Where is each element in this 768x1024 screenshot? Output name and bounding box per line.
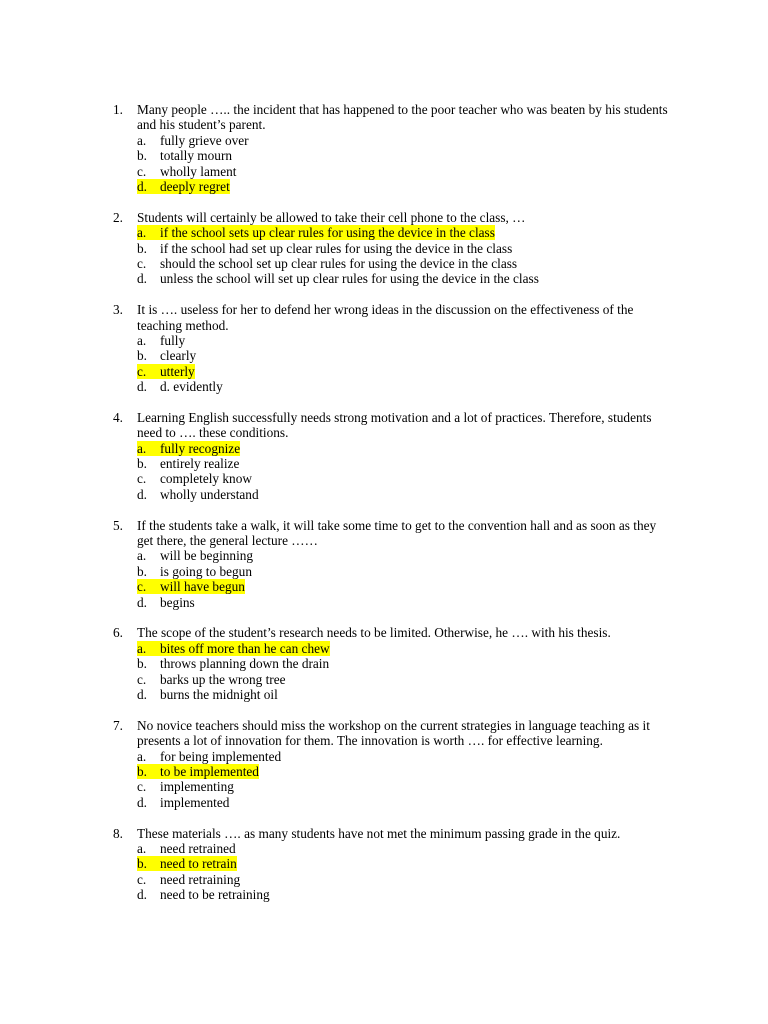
option-letter: c. [137, 579, 147, 595]
option-text: clearly [160, 348, 197, 364]
option-content [137, 348, 196, 363]
option-letter: b. [137, 348, 147, 364]
option-letter: d. [137, 271, 147, 287]
option-letter: d. [137, 594, 147, 610]
question-number: 5. [113, 517, 123, 533]
option-text: will have begun [160, 579, 245, 595]
option-letter: a. [137, 225, 147, 241]
question-number: 3. [113, 302, 123, 318]
option-text: barks up the wrong tree [160, 671, 286, 687]
option-content [137, 564, 252, 579]
option-text: entirely realize [160, 456, 240, 472]
answer-option [137, 687, 672, 702]
option-content [137, 672, 286, 687]
option-content [137, 148, 232, 163]
option-text: will be beginning [160, 548, 254, 564]
option-letter: d. [137, 486, 147, 502]
option-letter: a. [137, 840, 147, 856]
option-text: need to retrain [160, 856, 237, 872]
question-list [0, 102, 768, 903]
question-stem: Students will certainly be allowed to take their cell phone to the class, … [137, 209, 526, 225]
option-content [137, 595, 195, 610]
option-content [137, 749, 281, 764]
option-text: d. evidently [160, 379, 223, 395]
question-number: 7. [113, 717, 123, 733]
question-number: 2. [113, 209, 123, 225]
option-text: implemented [160, 794, 230, 810]
answer-option [137, 333, 672, 348]
option-text: need retrained [160, 840, 236, 856]
option-letter: c. [137, 255, 147, 271]
option-text: for being implemented [160, 748, 282, 764]
option-content [137, 887, 270, 902]
option-text: fully [160, 332, 186, 348]
question-number: 1. [113, 102, 123, 117]
answer-option [137, 595, 672, 610]
option-text: deeply regret [160, 178, 230, 194]
question-stem: Many people ….. the incident that has happened to the poor teacher who was beaten by his students and his student’s parent. [137, 102, 668, 133]
option-content [137, 872, 240, 887]
option-text: wholly understand [160, 486, 259, 502]
question-stem: The scope of the student’s research needs to be limited. Otherwise, he …. with his thesis. [137, 625, 611, 641]
option-letter: c. [137, 871, 147, 887]
option-letter: c. [137, 163, 147, 179]
option-letter: d. [137, 794, 147, 810]
option-letter: a. [137, 640, 147, 656]
answer-option [137, 256, 672, 271]
option-text: unless the school will set up clear rules for using the device in the class [160, 271, 539, 287]
option-text: should the school set up clear rules for using the device in the class [160, 255, 518, 271]
option-letter: b. [137, 856, 147, 872]
answer-option [137, 471, 672, 486]
option-content [137, 841, 236, 856]
option-content [137, 687, 278, 702]
option-content [137, 441, 240, 456]
option-content [137, 225, 495, 240]
question-number: 8. [113, 825, 123, 841]
question-stem: No novice teachers should miss the workshop on the current strategies in language teaching as it presents a lot of innovation for them. The innovation is worth …. for effective learning. [137, 717, 650, 749]
question-stem: It is …. useless for her to defend her wrong ideas in the discussion on the effectiveness of the teaching method. [137, 302, 634, 333]
option-letter: b. [137, 240, 147, 256]
question-item [113, 825, 672, 903]
option-letter: a. [137, 440, 147, 456]
question-item [113, 209, 672, 287]
answer-option [137, 379, 672, 394]
option-letter: a. [137, 132, 147, 148]
question-number: 4. [113, 409, 123, 425]
highlighted-answer-option [137, 856, 672, 871]
highlighted-answer-option [137, 225, 672, 240]
question-item [113, 302, 672, 395]
answer-option [137, 887, 672, 902]
answer-option [137, 164, 672, 179]
answer-option [137, 779, 672, 794]
answer-option [137, 487, 672, 502]
highlighted-answer-option [137, 441, 672, 456]
option-content [137, 456, 239, 471]
question-item [113, 625, 672, 702]
question-item [113, 517, 672, 610]
highlighted-answer-option [137, 179, 672, 194]
option-content [137, 471, 252, 486]
question-item [113, 102, 672, 194]
option-text: completely know [160, 471, 252, 487]
answer-option [137, 241, 672, 256]
answer-option [137, 841, 672, 856]
answer-option [137, 348, 672, 363]
option-letter: b. [137, 656, 147, 672]
option-letter: c. [137, 779, 147, 795]
option-content [137, 241, 512, 256]
question-item [113, 717, 672, 810]
option-text: to be implemented [160, 763, 259, 779]
question-stem: If the students take a walk, it will take some time to get to the convention hall and as soon as they get there, the general lecture …… [137, 517, 657, 549]
option-letter: c. [137, 363, 147, 379]
answer-option [137, 133, 672, 148]
option-text: burns the midnight oil [160, 687, 278, 702]
question-number: 6. [113, 625, 123, 641]
highlighted-answer-option [137, 764, 672, 779]
option-letter: c. [137, 471, 147, 487]
option-content [137, 795, 229, 810]
option-text: if the school sets up clear rules for using the device in the class [160, 225, 495, 241]
option-content [137, 487, 259, 502]
option-content [137, 256, 517, 271]
highlighted-answer-option [137, 579, 672, 594]
option-letter: d. [137, 887, 147, 903]
option-content [137, 379, 223, 394]
highlighted-answer-option [137, 641, 672, 656]
option-content [137, 856, 237, 871]
option-content [137, 656, 329, 671]
answer-option [137, 564, 672, 579]
answer-option [137, 271, 672, 286]
answer-option [137, 548, 672, 563]
option-letter: d. [137, 379, 147, 395]
answer-option [137, 456, 672, 471]
option-content [137, 779, 234, 794]
option-content [137, 164, 236, 179]
option-content [137, 271, 539, 286]
option-text: if the school had set up clear rules for using the device in the class [160, 240, 513, 256]
answer-option [137, 148, 672, 163]
option-text: fully recognize [160, 440, 241, 456]
option-content [137, 364, 195, 379]
option-text: wholly lament [160, 163, 237, 179]
option-text: totally mourn [160, 148, 233, 164]
option-content [137, 333, 185, 348]
option-text: begins [160, 594, 195, 610]
option-letter: b. [137, 763, 147, 779]
option-letter: a. [137, 548, 147, 564]
option-text: fully grieve over [160, 132, 249, 148]
answer-option [137, 672, 672, 687]
answer-option [137, 795, 672, 810]
option-text: throws planning down the drain [160, 656, 330, 672]
option-text: utterly [160, 363, 195, 379]
option-letter: d. [137, 178, 147, 194]
question-stem: These materials …. as many students have not met the minimum passing grade in the quiz. [137, 825, 621, 841]
option-text: bites off more than he can chew [160, 640, 330, 656]
answer-option [137, 749, 672, 764]
highlighted-answer-option [137, 364, 672, 379]
option-letter: a. [137, 332, 147, 348]
answer-option [137, 872, 672, 887]
option-content [137, 764, 259, 779]
question-item [113, 409, 672, 502]
option-text: need to be retraining [160, 887, 270, 903]
option-letter: b. [137, 563, 147, 579]
answer-option [137, 656, 672, 671]
option-letter: b. [137, 148, 147, 164]
option-content [137, 579, 245, 594]
option-content [137, 548, 253, 563]
option-content [137, 179, 230, 194]
option-text: is going to begun [160, 563, 252, 579]
option-text: need retraining [160, 871, 241, 887]
option-content [137, 641, 330, 656]
option-letter: a. [137, 748, 147, 764]
question-stem: Learning English successfully needs strong motivation and a lot of practices. Therefore, students need to …. these conditions. [137, 409, 652, 441]
option-letter: c. [137, 671, 147, 687]
option-text: implementing [160, 779, 234, 795]
option-letter: b. [137, 456, 147, 472]
option-letter: d. [137, 687, 147, 702]
option-content [137, 133, 249, 148]
